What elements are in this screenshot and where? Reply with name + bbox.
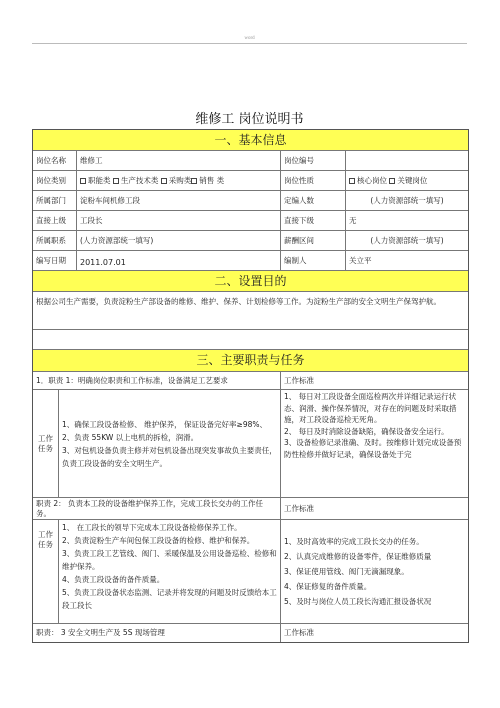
- duty1-task-list: [59, 390, 281, 497]
- nature-option: 关键岗位: [397, 175, 428, 185]
- section-basic-info-title: 一、基本信息: [214, 133, 287, 147]
- duty1-standard-item: 1、 每日对工段设备全面巡检两次并详细记录运行状态、润滑、操作保养情况，对存在的问题及时采取措施，对工段设备巡检无死角。: [284, 392, 457, 424]
- header-rule: [32, 43, 467, 44]
- section-purpose-band: [33, 271, 468, 292]
- checkbox-icon[interactable]: [389, 178, 395, 184]
- duty2-task-item: 1、 在工段长的领导下完成本工段设备检修保养工作。: [62, 523, 242, 532]
- category-option: 采购类: [168, 175, 192, 185]
- duty2-task-item: 2、负责淀粉生产车间包保工段设备的检修、维护和保养。: [62, 536, 255, 545]
- dept-label: 所属部门: [33, 191, 77, 210]
- row-department: [33, 191, 468, 211]
- rank-value: (人力资源部统一填写): [77, 231, 281, 250]
- nature-option: 核心岗位: [357, 175, 387, 185]
- duty1-title: 1．职责 1：明确岗位职责和工作标准，设备满足工艺要求: [33, 372, 281, 389]
- row-duty3-header: [33, 624, 468, 642]
- purpose-text: 根据公司生产需要，负责淀粉生产部设备的维修、维护、保养、计划检修等工作。为淀粉生产部的安全文明生产保驾护航。: [36, 297, 441, 306]
- duty2-task-item: 5、负责工段设备状态监测、记录并将发现的问题及时反馈给本工段工段长: [62, 588, 277, 610]
- superior-label: 直接上级: [33, 211, 77, 230]
- duty2-standard-item: 5、及时与岗位人员工段长沟通汇报设备状况: [284, 597, 432, 606]
- category-option: 生产技术类: [120, 175, 159, 185]
- date-value: 2011.07.01: [77, 251, 281, 270]
- duty2-task-item: 4、负责工段设备的备件质量。: [62, 575, 165, 584]
- post-no-value: [346, 151, 468, 170]
- date-label: 编写日期: [33, 251, 77, 270]
- document-title: 维修工 岗位说明书: [195, 112, 304, 127]
- row-post-category: [33, 171, 468, 191]
- duty2-task-list: [59, 520, 281, 623]
- row-date: [33, 251, 468, 271]
- category-option: 职能类: [88, 175, 111, 185]
- duty1-standard-label: 工作标准: [284, 375, 314, 385]
- row-spacer: [33, 330, 468, 350]
- spacer-cell: [33, 330, 468, 349]
- job-description-table: [32, 129, 469, 643]
- category-option: 销售 类: [199, 175, 225, 185]
- duty3-standard-label: 工作标准: [284, 628, 314, 637]
- checkbox-icon[interactable]: [191, 178, 197, 184]
- post-name-value: 维修工: [77, 151, 281, 170]
- page-header-mark: word: [244, 36, 255, 41]
- checkbox-icon[interactable]: [161, 178, 167, 184]
- headcount-value: (人力资源部统一填写): [370, 195, 444, 205]
- section-purpose-title: 二、设置目的: [214, 274, 287, 288]
- dept-value: 淀粉车间机修工段: [77, 191, 281, 210]
- nature-label: 岗位性质: [281, 171, 346, 190]
- duty1-standard-item: 3、设备检修记录准确、及时。按维修计划完成设备预防性检修并做好记录，确保设备处于完: [284, 438, 462, 459]
- superior-value: 工段长: [77, 211, 281, 230]
- duty2-title: 职责 2： 负责本工段的设备维护保养工作，完成工段长交办的工作任务。: [33, 498, 281, 519]
- author-value: 关立平: [349, 255, 372, 265]
- duty1-task-label: 工作任务: [33, 390, 59, 497]
- rank-label: 所属职系: [33, 231, 77, 250]
- duty1-task-item: 1、确保工段设备检修、 维护保养， 保证设备完好率≥98%、 2、负责 55KW 以上电机的拆检，润滑。: [62, 419, 267, 442]
- section-duties-title: 三、主要职责与任务: [196, 353, 305, 367]
- subordinate-label: 直接下级: [281, 211, 346, 230]
- section-duties-band: [33, 350, 468, 372]
- duty2-standard-item: 2、认真完成维修的设备零件，保证维修质量: [284, 552, 432, 561]
- duty1-standards-list: [281, 390, 468, 497]
- row-rank: [33, 231, 468, 251]
- duty3-title: 职责： 3 安全文明生产及 5S 现场管理: [33, 624, 281, 642]
- category-options: [77, 171, 281, 190]
- checkbox-icon[interactable]: [113, 178, 119, 184]
- duty2-task-item: 3、负责工段工艺管线、阀门、采暖保温及公用设备巡检、检修和维护保养。: [62, 549, 277, 571]
- nature-options: [346, 171, 468, 190]
- post-no-label: 岗位编号: [281, 151, 346, 170]
- checkbox-icon[interactable]: [80, 178, 86, 184]
- duty2-task-label: 工作任务: [33, 520, 59, 623]
- category-label: 岗位类别: [33, 171, 77, 190]
- row-purpose: [33, 292, 468, 330]
- subordinate-value: 无: [349, 215, 357, 225]
- duty2-standard-label: 工作标准: [284, 503, 314, 513]
- duty2-standard-item: 4、保证修复的备件质量。: [284, 582, 372, 591]
- headcount-label: 定编人数: [281, 191, 346, 210]
- checkbox-icon[interactable]: [349, 178, 355, 184]
- salary-value: (人力资源部统一填写): [370, 235, 444, 245]
- section-basic-info-band: [33, 130, 468, 151]
- duty2-standard-item: 3、保证使用管线、阀门无滴漏现象。: [284, 567, 409, 576]
- duty2-standards-list: [281, 520, 468, 623]
- row-duty2-header: [33, 498, 468, 520]
- author-label: 编制人: [281, 251, 346, 270]
- row-post-name: [33, 151, 468, 171]
- row-duty1-body: [33, 390, 468, 498]
- post-name-label: 岗位名称: [33, 151, 77, 170]
- duty1-task-item: 3、对包机设备负责主修并对包机设备出现突发事故负主要责任，负责工段设备的安全文明生产。: [62, 445, 277, 468]
- row-duty1-header: [33, 372, 468, 390]
- duty2-standard-item: 1、及时高效率的完成工段长交办的任务。: [284, 537, 424, 546]
- duty1-standard-item: 2、 每日及时消除设备缺陷，确保设备安全运行。: [284, 426, 449, 436]
- row-duty2-body: [33, 520, 468, 624]
- salary-label: 薪酬区间: [281, 231, 346, 250]
- row-superior: [33, 211, 468, 231]
